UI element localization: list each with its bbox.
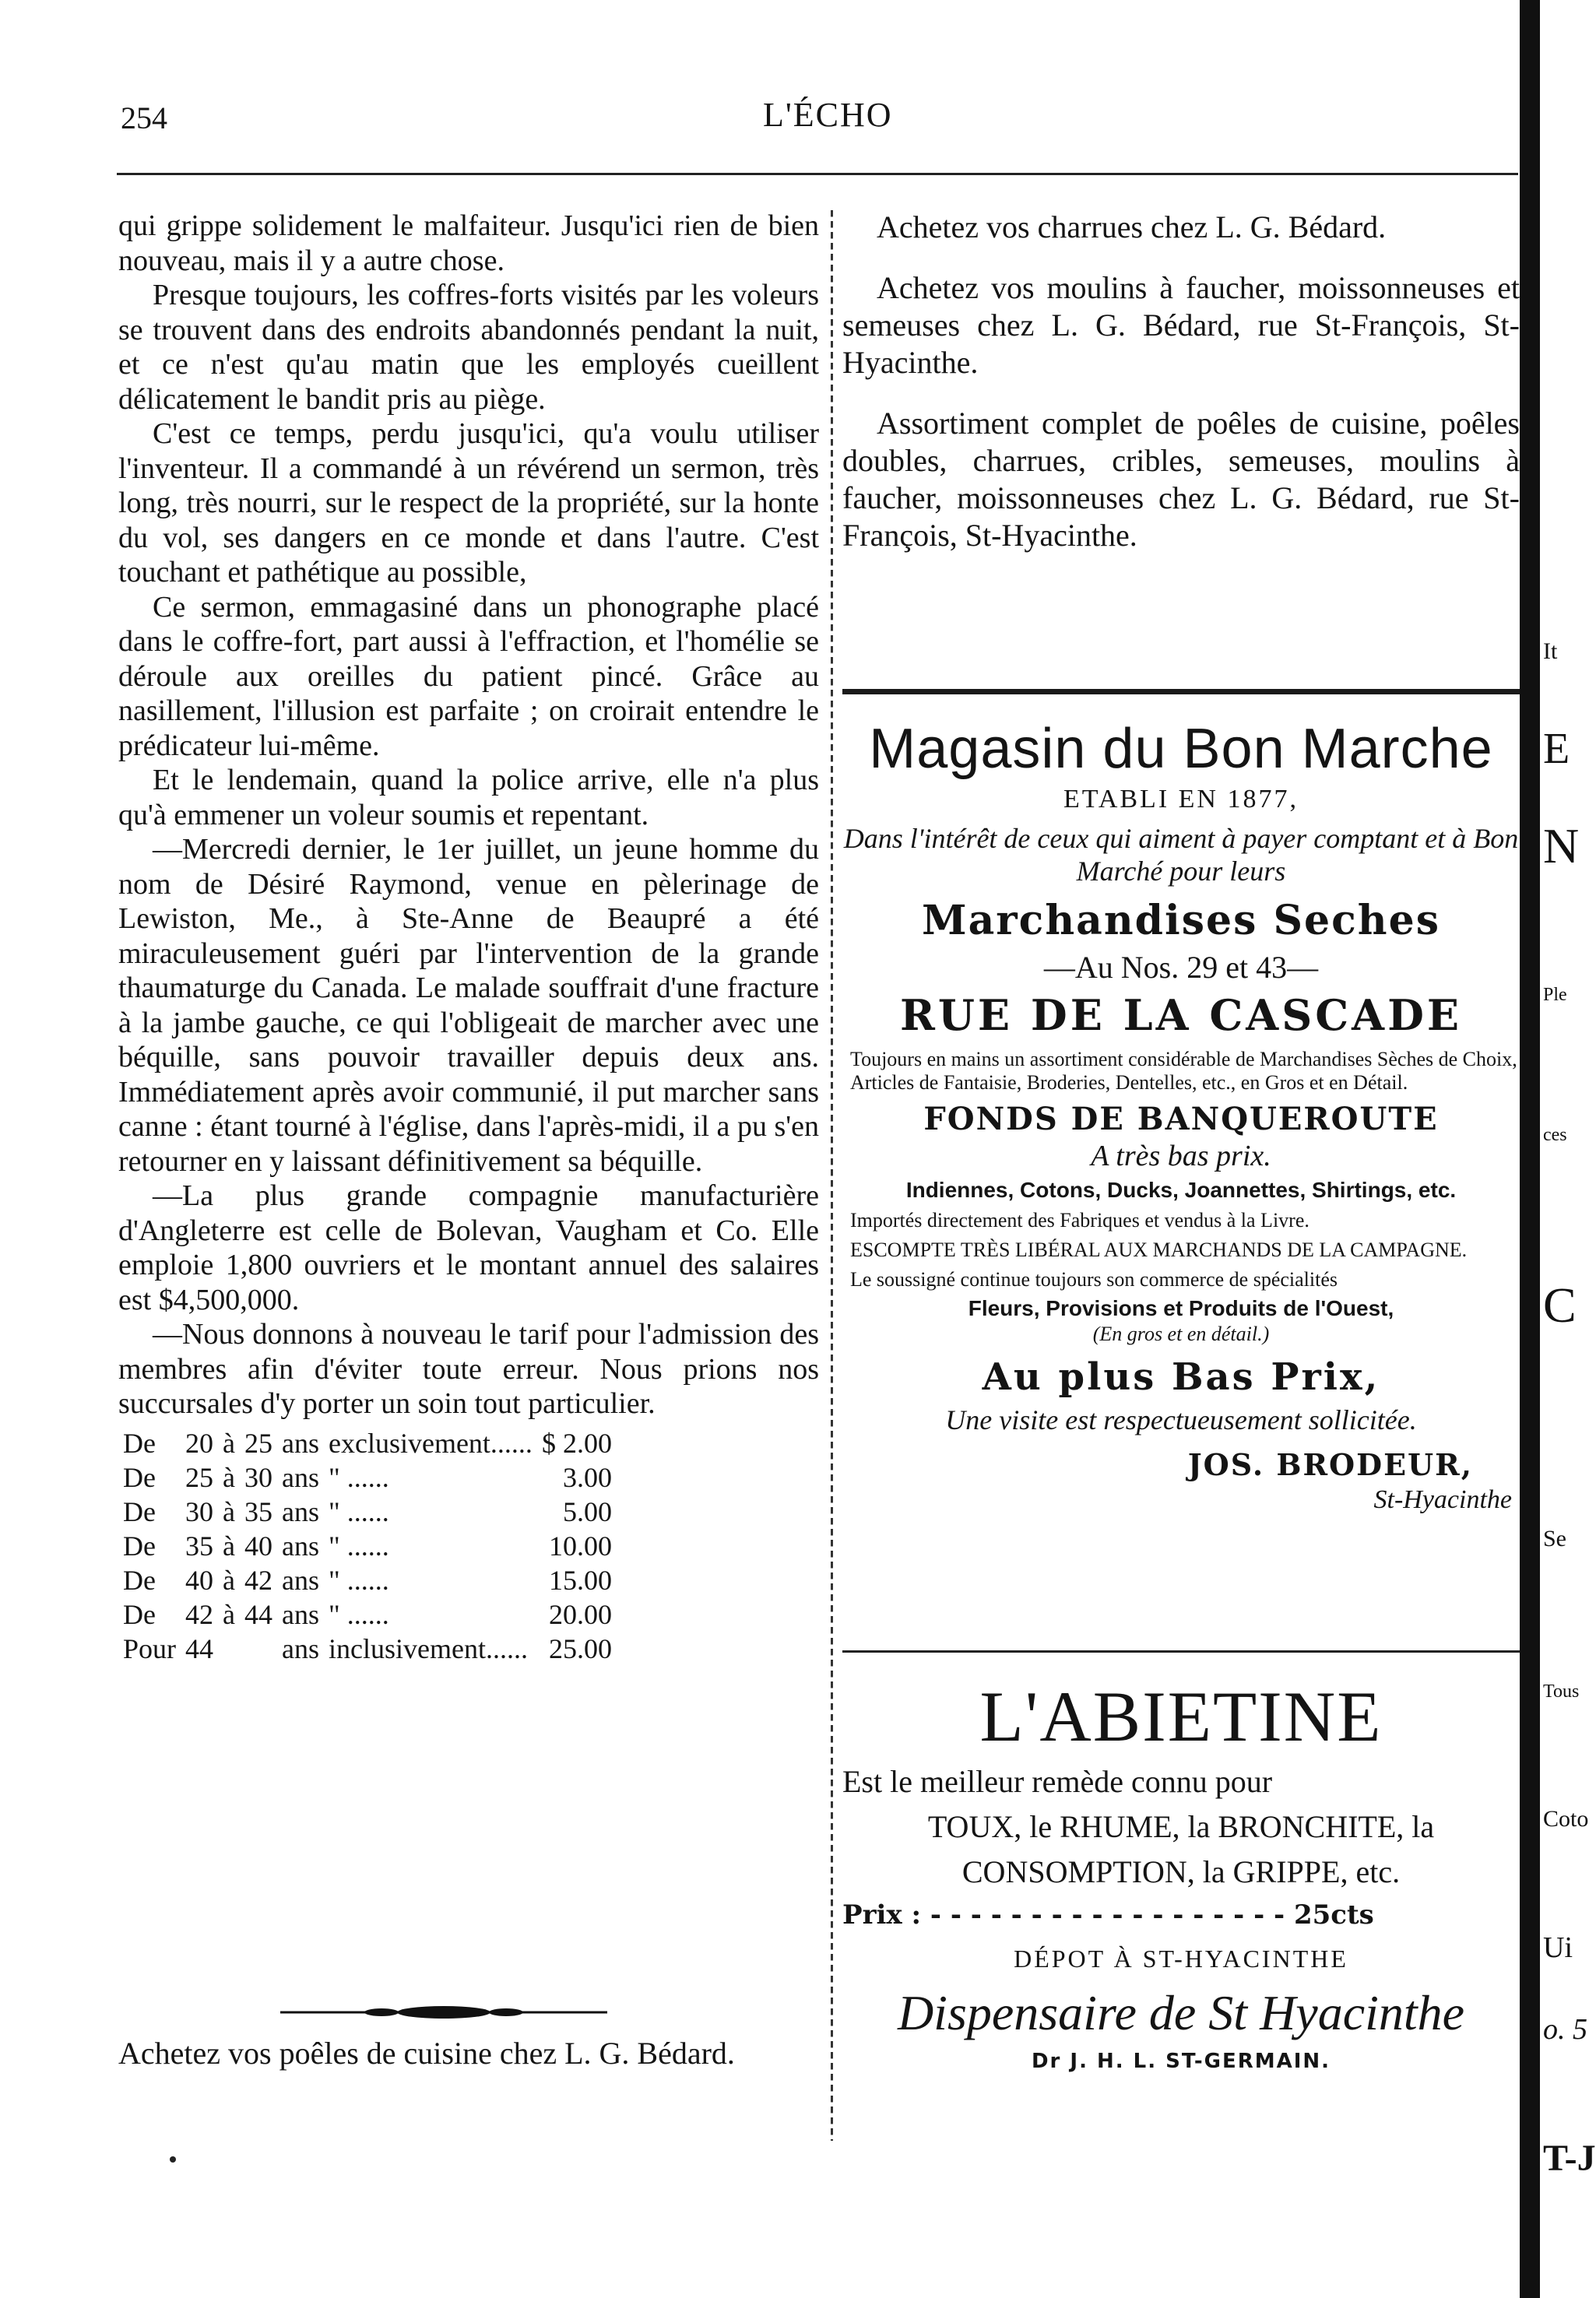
section-rule [842, 689, 1520, 694]
tariff-row: De 40 à 42 ans " ...... 15.00 [123, 1564, 612, 1596]
abietine-line: CONSOMPTION, la GRIPPE, etc. [961, 1854, 1401, 1889]
tariff-row: De 35 à 40 ans " ...... 10.00 [123, 1530, 612, 1562]
abietine-prix: Prix : - - - - - - - - - - - - - - - - - - 25cts [842, 1899, 1374, 1931]
paragraph: —La plus grande compagnie manufacturière d'Angleterre est celle de Bolevan, Vaugham et Co. Elle emploie 1,800 ouvriers et le montant annuel des salaires est $4,500,000. [118, 1179, 819, 1316]
ad-paragraph: Achetez vos charrues chez L. G. Bédard. [877, 209, 1387, 244]
magasin-ad [842, 716, 1520, 1515]
edge-fragment: ces [1543, 1125, 1567, 1145]
header-rule [117, 173, 1518, 175]
tariff-row: De 42 à 44 ans " ...... 20.00 [123, 1598, 612, 1630]
magasin-fonds: FONDS DE BANQUEROUTE [923, 1101, 1439, 1137]
ornament-divider [280, 2005, 607, 2020]
edge-fragment: E [1543, 725, 1570, 773]
tariff-table [118, 1426, 617, 1666]
ink-speck [170, 2156, 176, 2163]
magasin-bas-prix: A très bas prix. [1091, 1140, 1271, 1172]
edge-fragment: Coto [1543, 1806, 1589, 1832]
magasin-assortiment: Toujours en mains un assortiment considérable de Marchandises Sèches de Choix, Articles de Fantaisie, Broderies, Dentelles, etc., en Gros et en Détail. [850, 1048, 1517, 1094]
left-column [118, 209, 819, 1666]
magasin-au-plus: Au plus Bas Prix, [982, 1355, 1380, 1399]
paragraph: —Nous donnons à nouveau le tarif pour l'admission des membres afin d'éviter toute erreur. Nous prions nos succursales d'y porter un soin tout particulier. [118, 1318, 819, 1420]
magasin-marchandises: Marchandises Seches [922, 897, 1440, 944]
abietine-line: TOUX, le RHUME, la BRONCHITE, la [927, 1809, 1435, 1844]
magasin-importes: Importés directement des Fabriques et vendus à la Livre. [850, 1209, 1309, 1232]
magasin-fleurs: Fleurs, Provisions et Produits de l'Ouest, [968, 1296, 1394, 1320]
bedard-ads [842, 209, 1520, 578]
ad-paragraph: Achetez vos moulins à faucher, moissonneuses et semeuses chez L. G. Bédard, rue St-François, St-Hyacinthe. [842, 270, 1520, 380]
paragraph: qui grippe solidement le malfaiteur. Jusqu'ici rien de bien nouveau, mais il y a autre chose. [118, 209, 819, 277]
edge-fragment: o. 5 [1543, 2013, 1587, 2046]
page-title: L'ÉCHO [763, 96, 893, 134]
ad-paragraph: Assortiment complet de poêles de cuisine, poêles doubles, charrues, cribles, semeuses, moulins à faucher, moissonneuses chez L. G. Bédard, rue St-François, St-Hyacinthe. [842, 406, 1520, 553]
paragraph: —Mercredi dernier, le 1er juillet, un jeune homme du nom de Désiré Raymond, venue en pèlerinage de Lewiston, Me., à Ste-Anne de Beaupré a été miraculeusement guéri par l'intervention de la grande thaumaturge du Canada. Le malade souffrait d'une fracture à la jambe gauche, ce qui l'obligeait de marcher avec une béquille, sans pouvoir travailler depuis deux ans. Immédiatement après avoir communié, il put marcher sans canne : étant tourné à l'église, dans l'après-midi, il a pu s'en retourner en y laissant définitivement sa béquille. [118, 833, 819, 1178]
abietine-ad [842, 1674, 1520, 2073]
edge-fragment: Tous [1543, 1681, 1580, 1702]
magasin-soussigne: Le soussigné continue toujours son commerce de spécialités [850, 1268, 1338, 1291]
tariff-row: De 25 à 30 ans " ...... 3.00 [123, 1461, 612, 1493]
tariff-row: Pour 44 ans inclusivement...... 25.00 [123, 1632, 612, 1664]
abietine-doctor: Dr J. H. L. ST-GERMAIN. [1031, 2050, 1331, 2073]
edge-fragment: Ui [1543, 1931, 1573, 1964]
edge-fragment: T-J [1543, 2138, 1596, 2179]
edge-fragment: It [1543, 638, 1558, 664]
column-divider [831, 210, 833, 2141]
tariff-row: De 30 à 35 ans " ...... 5.00 [123, 1495, 612, 1527]
magasin-tissus: Indiennes, Cotons, Ducks, Joannettes, Shirtings, etc. [905, 1178, 1457, 1202]
page-number: 254 [121, 100, 167, 135]
edge-fragment: C [1543, 1277, 1577, 1333]
edge-fragment: N [1543, 818, 1580, 873]
paragraph: C'est ce temps, perdu jusqu'ici, qu'a voulu utiliser l'inventeur. Il a commandé à un révérend un sermon, très long, très nourri, sur le respect de la propriété, sur la honte du vol, ses dangers en ce monde et dans l'autre. C'est touchant et pathétique au possible, [118, 417, 819, 589]
paragraph: Et le lendemain, quand la police arrive, elle n'a plus qu'à emmener un voleur soumis et repentant. [118, 764, 819, 831]
abietine-depot: DÉPOT À ST-HYACINTHE [1014, 1945, 1348, 1973]
magasin-tagline: Dans l'intérêt de ceux qui aiment à payer comptant et à Bon Marché pour leurs [843, 823, 1519, 887]
magasin-address: —Au Nos. 29 et 43— [1043, 950, 1319, 985]
abietine-dispensaire: Dispensaire de St Hyacinthe [897, 1985, 1465, 2040]
abietine-title: L'ABIETINE [979, 1677, 1383, 1756]
magasin-title: Magasin du Bon Marche [869, 718, 1493, 780]
magasin-signature: JOS. BRODEUR, [1187, 1447, 1473, 1482]
magasin-etabli: ETABLI EN 1877, [1063, 785, 1299, 813]
magasin-rue: RUE DE LA CASCADE [899, 990, 1463, 1040]
magasin-place: St-Hyacinthe [1373, 1485, 1512, 1514]
magasin-visite: Une visite est respectueusement sollicitée. [945, 1404, 1417, 1435]
magasin-en-gros: (En gros et en détail.) [1092, 1323, 1270, 1345]
edge-fragment: Se [1543, 1526, 1566, 1551]
paragraph: Presque toujours, les coffres-forts visités par les voleurs se trouvent dans des endroits abandonnés pendant la nuit, et ce n'est qu'au matin que les employés cueillent délicatement le bandit pris au piège. [118, 279, 819, 416]
tariff-row: De 20 à 25 ans exclusivement...... $ 2.00 [123, 1427, 612, 1459]
paragraph: Ce sermon, emmagasiné dans un phonographe placé dans le coffre-fort, part aussi à l'effraction, et l'homélie se déroule aux oreilles du patient pincé. Grâce au nasillement, l'illusion est parfaite ; on croirait entendre le prédicateur lui-même. [118, 590, 819, 762]
section-rule [842, 1650, 1520, 1653]
edge-fragment: Ple [1543, 985, 1567, 1005]
abietine-line: Est le meilleur remède connu pour [842, 1764, 1273, 1799]
poeles-ad: Achetez vos poêles de cuisine chez L. G. Bédard. [118, 2036, 735, 2071]
page-binding-shadow [1520, 0, 1540, 2298]
magasin-escompte: ESCOMPTE TRÈS LIBÉRAL AUX MARCHANDS DE LA CAMPAGNE. [850, 1239, 1468, 1261]
